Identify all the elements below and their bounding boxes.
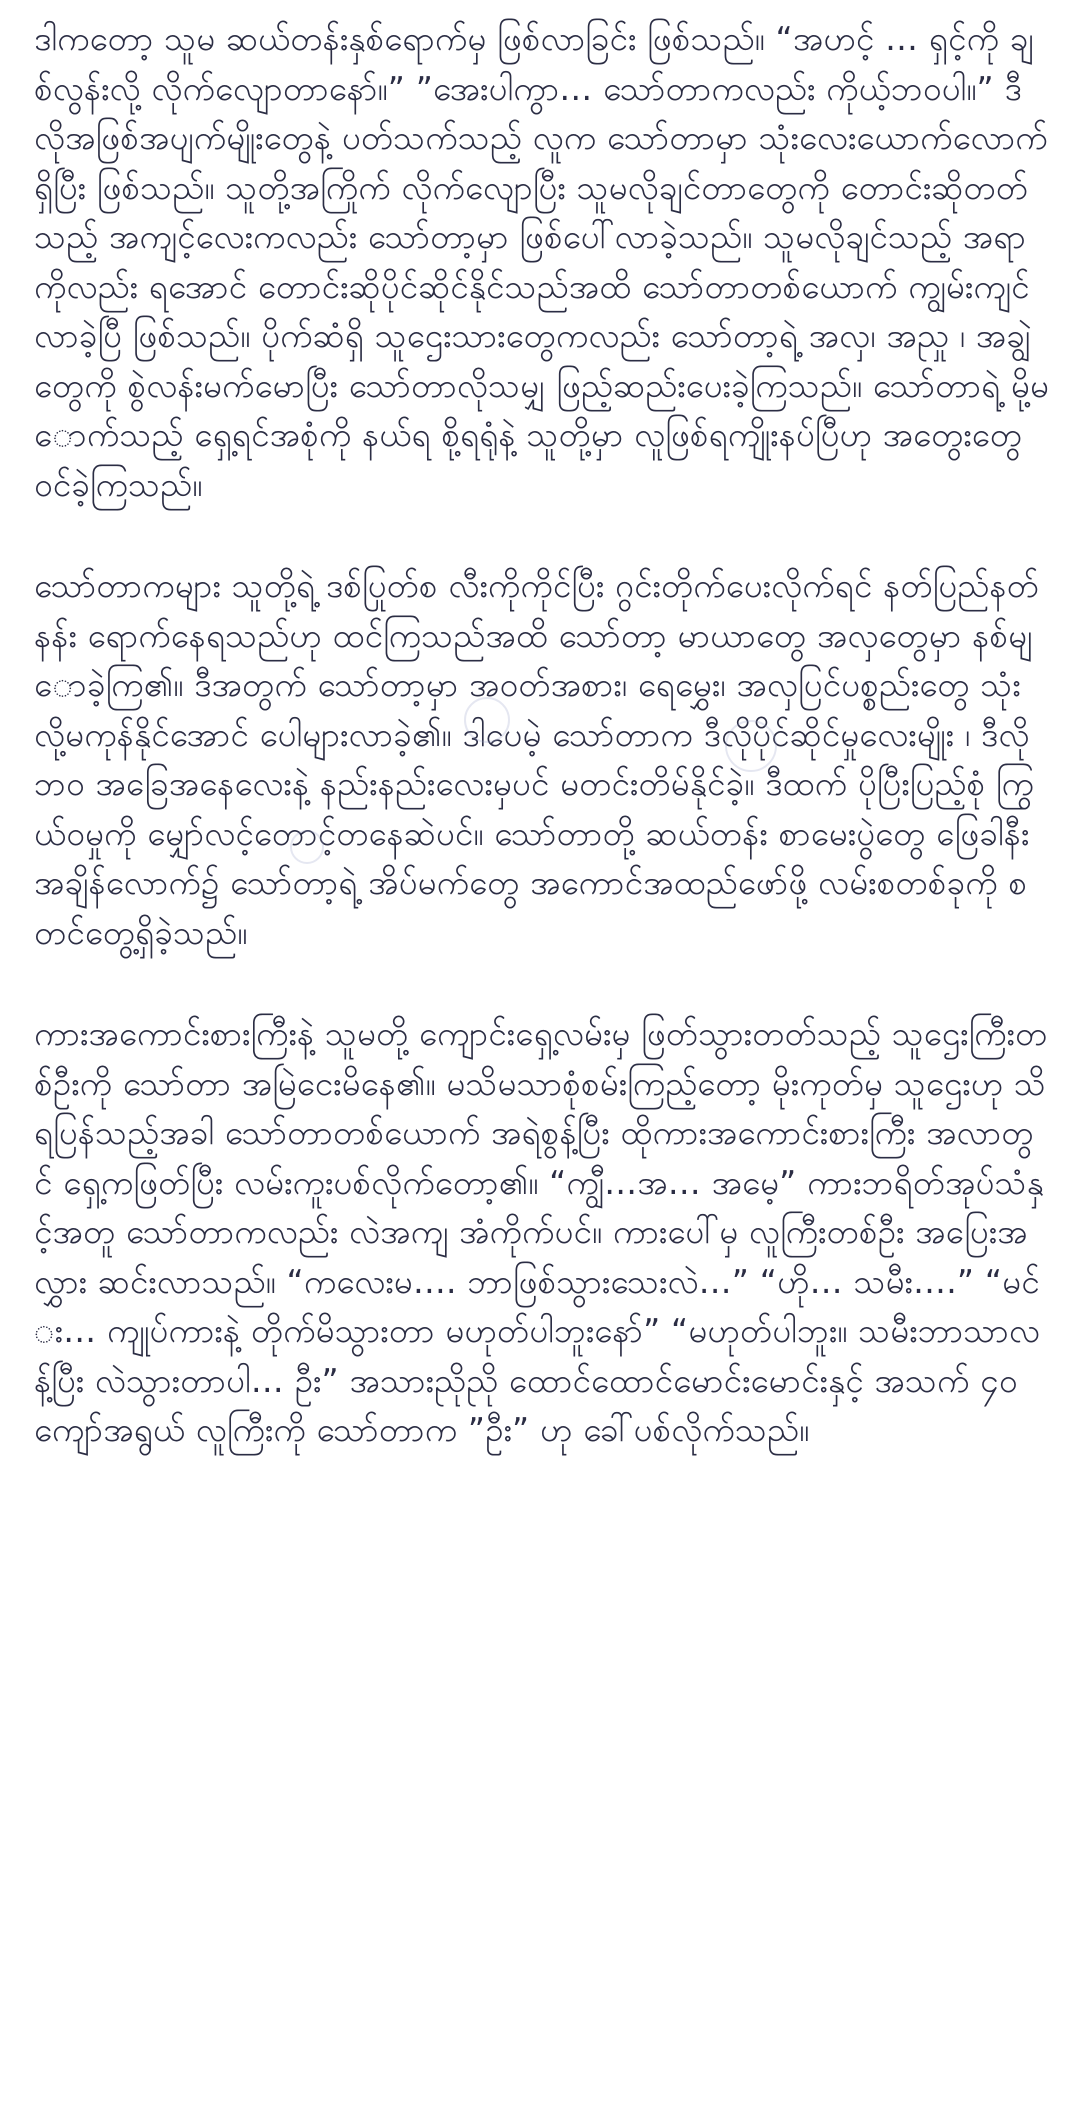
article-paragraph: ကားအကောင်းစားကြီးနဲ့ သူမတို့ ကျောင်းရှေ့လမ်းမှ ဖြတ်သွားတတ်သည့် သူဌေးကြီးတစ်ဦးကို သော်တာ အမြဲငေးမိနေ၏။ မသိမသာစုံစမ်းကြည့်တော့ မိုးကုတ်မှ သူဌေးဟု သိရပြန်သည့်အခါ သော်တာတစ်ယောက် အရဲစွန့်ပြီး ထိုကားအကောင်းစားကြီး အလာတွင် ရှေ့ကဖြတ်ပြီး လမ်းကူးပစ်လိုက်တော့၏။ “ကျွီ…အ… အမေ့” ကားဘရိတ်အုပ်သံနှင့်အတူ သော်တာကလည်း လဲအကျ အံကိုက်ပင်။ ကားပေါ်မှ လူကြီးတစ်ဦး အပြေးအလွှား ဆင်းလာသည်။ “ကလေးမ…. ဘာဖြစ်သွားသေးလဲ…” “ဟို… သမီး….” “မင်း… ကျုပ်ကားနဲ့ တိုက်မိသွားတာ မဟုတ်ပါဘူးနော်” “မဟုတ်ပါဘူး။ သမီးဘာသာလန့်ပြီး လဲသွားတာပါ… ဦး” အသားညိုညို ထောင်ထောင်မောင်းမောင်းနှင့် အသက် ၄၀ ကျော်အရွယ် လူကြီးကို သော်တာက ”ဦး” ဟု ခေါ်ပစ်လိုက်သည်။: [34, 1014, 1048, 1449]
touch-ripple-indicator: [725, 720, 777, 772]
article-body: [34, 14, 1050, 1455]
article-paragraph: ဒါကတော့ သူမ ဆယ်တန်းနှစ်ရောက်မှ ဖြစ်လာခြင်း ဖြစ်သည်။ “အဟင့် … ရှင့်ကို ချစ်လွန်းလို့ လိုက်လျောတာနော်။” ”အေးပါကွာ… သော်တာကလည်း ကိုယ့်ဘဝပါ။” ဒီလိုအဖြစ်အပျက်မျိုးတွေနဲ့ ပတ်သက်သည့် လူက သော်တာမှာ သုံးလေးယောက်လောက် ရှိပြီး ဖြစ်သည်။ သူတို့အကြိုက် လိုက်လျောပြီး သူမလိုချင်တာတွေကို တောင်းဆိုတတ်သည့် အကျင့်လေးကလည်း သော်တာ့မှာ ဖြစ်ပေါ်လာခဲ့သည်။ သူမလိုချင်သည့် အရာကိုလည်း ရအောင် တောင်းဆိုပိုင်ဆိုင်နိုင်သည်အထိ သော်တာတစ်ယောက် ကျွမ်းကျင်လာခဲ့ပြီ ဖြစ်သည်။ ပိုက်ဆံရှိ သူဌေးသားတွေကလည်း သော်တာ့ရဲ့ အလှ၊ အညှု ၊ အချွဲတွေကို စွဲလန်းမက်မောပြီး သော်တာလိုသမျှ ဖြည့်ဆည်းပေးခဲ့ကြသည်။ သော်တာရဲ့ မို့မောက်သည့် ရှေ့ရင်အစုံကို နယ်ရ စို့ရရုံနဲ့ သူတို့မှာ လူဖြစ်ရကျိုးနပ်ပြီဟု အတွေးတွေ ဝင်ခဲ့ကြသည်။: [34, 19, 1050, 504]
article-paragraph: သော်တာကများ သူတို့ရဲ့ ဒစ်ပြုတ်စ လီးကိုကိုင်ပြီး ဂွင်းတိုက်ပေးလိုက်ရင် နတ်ပြည်နတ်နန်း ရောက်နေရသည်ဟု ထင်ကြသည်အထိ သော်တာ့ မာယာတွေ အလှတွေမှာ နစ်မျောခဲ့ကြ၏။ ဒီအတွက် သော်တာ့မှာ အဝတ်အစား၊ ရေမွှေး၊ အလှပြင်ပစ္စည်းတွေ သုံးလို့မကုန်နိုင်အောင် ပေါများလာခဲ့၏။ ဒါပေမဲ့ သော်တာက ဒီလိုပိုင်ဆိုင်မှုလေးမျိုး ၊ ဒီလိုဘဝ အခြေအနေလေးနဲ့ နည်းနည်းလေးမှပင် မတင်းတိမ်နိုင်ခဲ့။ ဒီထက် ပိုပြီးပြည့်စုံ ကြွယ်ဝမှုကို မျှော်လင့်တောင့်တနေဆဲပင်။ သော်တာတို့ ဆယ်တန်း စာမေးပွဲတွေ ဖြေခါနီး အချိန်လောက်၌ သော်တာ့ရဲ့ အိပ်မက်တွေ အကောင်အထည်ဖော်ဖို့ လမ်းစတစ်ခုကို စတင်တွေ့ရှိခဲ့သည်။: [34, 566, 1039, 952]
touch-ripple-indicator: [290, 830, 324, 864]
touch-ripple-indicator: [464, 697, 510, 743]
